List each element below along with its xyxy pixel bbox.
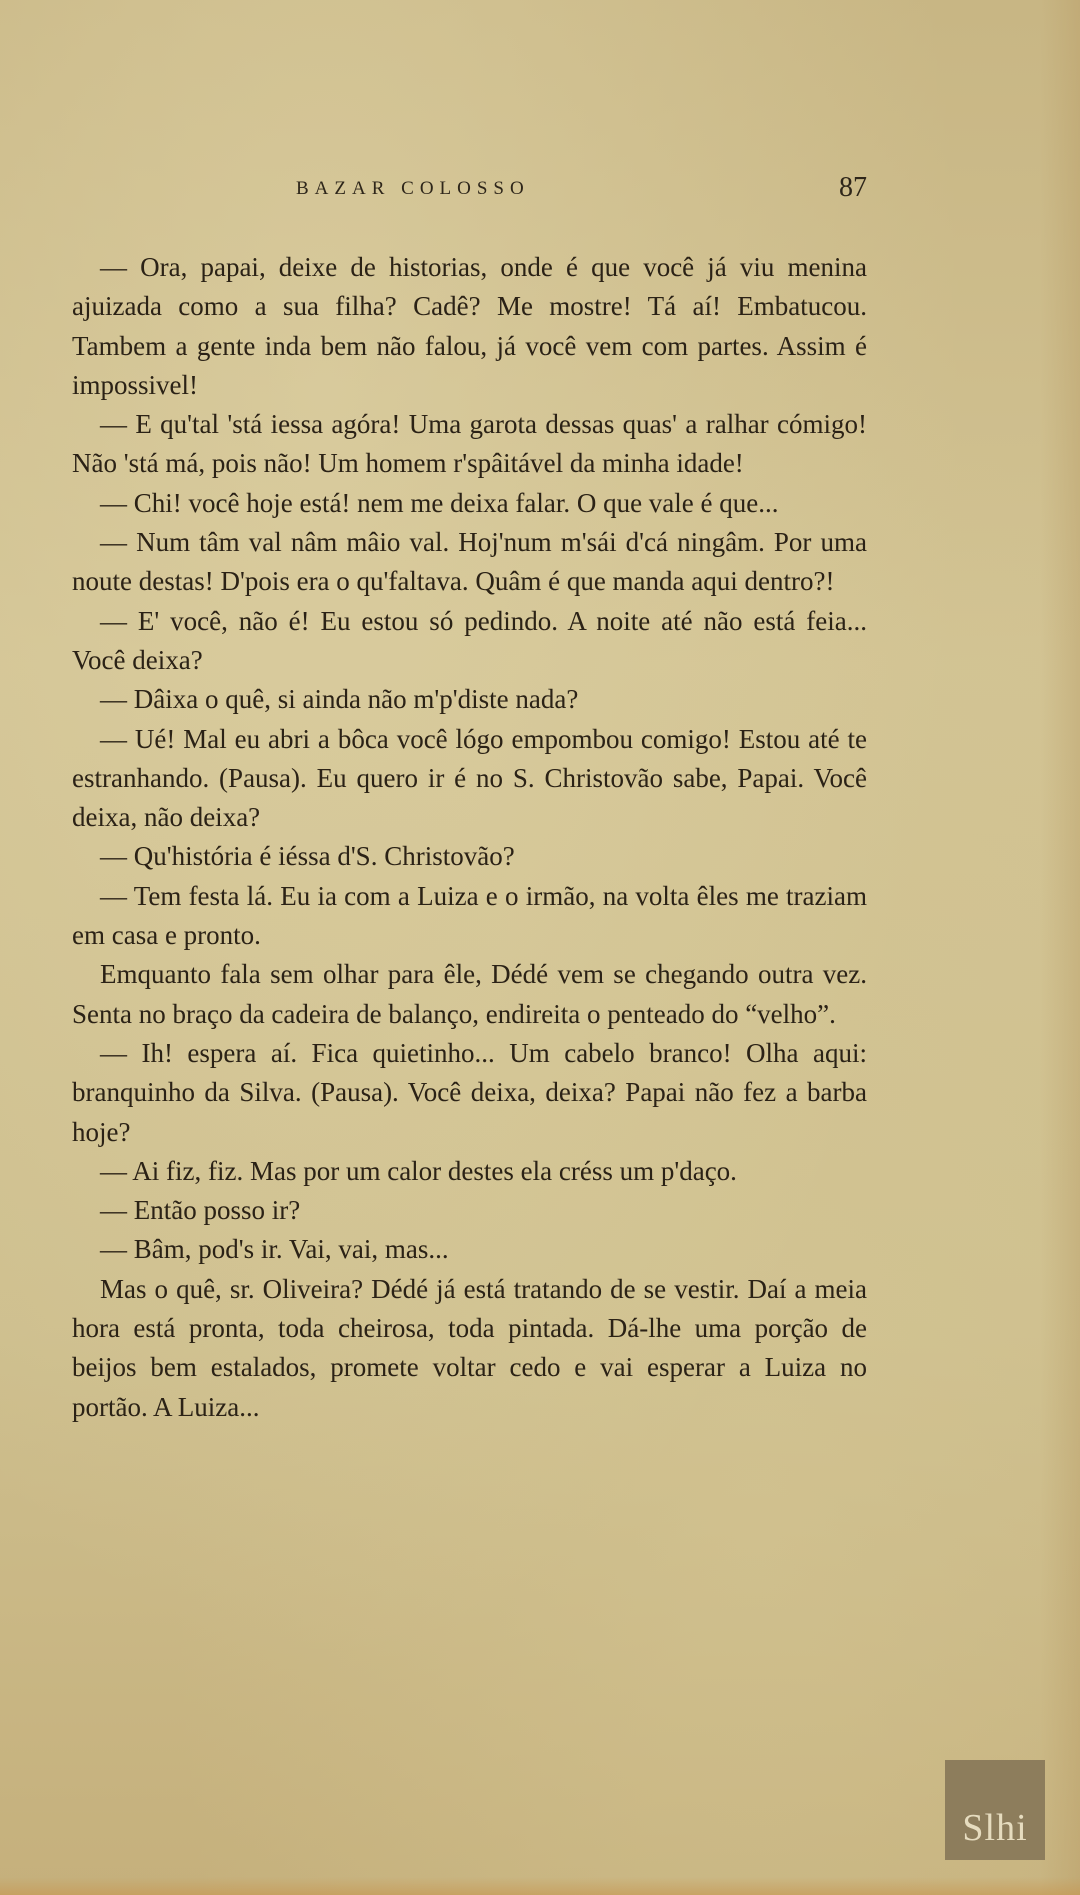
paragraph: — E qu'tal 'stá iessa agóra! Uma garota dessas quas' a ralhar cómigo! Não 'stá má, pois não! Um homem r'spâitável da minha idade! — [72, 409, 867, 479]
paragraph: — Num tâm val nâm mâio val. Hoj'num m'sái d'cá ningâm. Por uma noute destas! D'pois era o qu'faltava. Quâm é que manda aqui dentro?! — [72, 527, 867, 597]
library-watermark-logo — [945, 1760, 1045, 1860]
paragraph: — Bâm, pod's ir. Vai, vai, mas... — [100, 1234, 449, 1265]
paragraph: — Ih! espera aí. Fica quietinho... Um cabelo branco! Olha aqui: branquinho da Silva. (Pausa). Você deixa, deixa? Papai não fez a barba hoje? — [72, 1037, 867, 1147]
paragraph: — Ué! Mal eu abri a bôca você lógo empombou comigo! Estou até te estranhando. (Pausa). Eu quero ir é no S. Christovão sabe, Papai. Você deixa, não deixa? — [72, 723, 867, 833]
paragraph: — Dâixa o quê, si ainda não m'p'diste nada? — [100, 684, 579, 715]
book-page — [72, 172, 867, 1427]
running-title: BAZAR COLOSSO — [296, 178, 530, 199]
page-number: 87 — [839, 172, 867, 203]
paragraph: Mas o quê, sr. Oliveira? Dédé já está tratando de se vestir. Daí a meia hora está pronta, toda cheirosa, toda pintada. Dá-lhe uma porção de beijos bem estalados, promete voltar cedo e vai esperar a Luiza no portão. A Luiza... — [72, 1273, 867, 1422]
page-bottom-edge — [0, 1877, 1080, 1895]
watermark-text: Slhi — [962, 1807, 1028, 1849]
body-text — [72, 248, 867, 1427]
page-edge-shadow — [1040, 0, 1080, 1895]
running-head — [72, 172, 867, 212]
paragraph: — Chi! você hoje está! nem me deixa falar. O que vale é que... — [100, 487, 779, 518]
paragraph: — Ora, papai, deixe de historias, onde é que você já viu menina ajuizada como a sua filha? Cadê? Me mostre! Tá aí! Embatucou. Tambem a gente inda bem não falou, já você vem com partes. Assim é impossivel! — [72, 252, 867, 400]
paragraph: — Qu'história é iéssa d'S. Christovão? — [100, 841, 515, 872]
paragraph: — Então posso ir? — [100, 1195, 301, 1226]
paragraph: — Tem festa lá. Eu ia com a Luiza e o irmão, na volta êles me traziam em casa e pronto. — [72, 880, 867, 951]
paragraph: Emquanto fala sem olhar para êle, Dédé vem se chegando outra vez. Senta no braço da cadeira de balanço, endireita o penteado do “velho”. — [72, 959, 867, 1029]
paragraph: — Ai fiz, fiz. Mas por um calor destes ela créss um p'daço. — [100, 1155, 737, 1186]
paragraph: — E' você, não é! Eu estou só pedindo. A noite até não está feia... Você deixa? — [72, 605, 867, 675]
